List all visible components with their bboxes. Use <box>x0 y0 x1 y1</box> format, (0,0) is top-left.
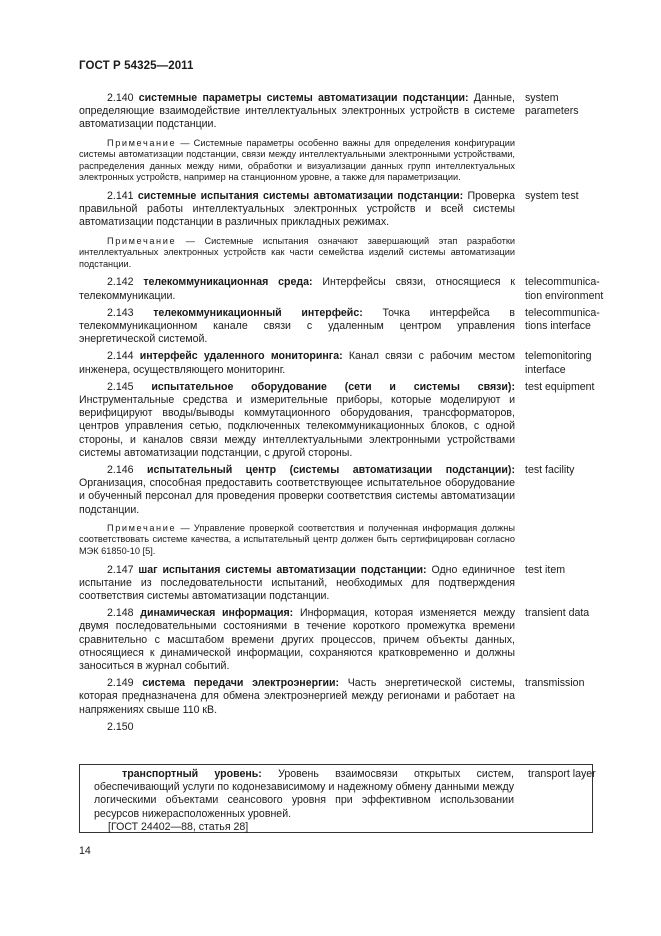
entry-text <box>79 307 515 347</box>
term-entry-2-141 <box>79 189 579 270</box>
note-text: — Управление проверкой соответствия и полученная информация должны соответствовать системе качества, а испытательный центр должен быть сертифицирован согласно МЭК 61850-10 [5]. <box>79 522 515 557</box>
english-equivalent: system parameters <box>525 92 579 118</box>
entry-term: испытательное оборудование (сети и системы связи): <box>151 380 515 393</box>
english-equivalent: telemonitoring interface <box>525 350 592 376</box>
boxed-entry-body <box>94 768 514 834</box>
note-label: Примечание <box>107 235 177 246</box>
entry-definition: Часть энергетической системы, которая предназначена для обмена электроэнергией между регионами и работает на напряжениях свыше 110 кВ. <box>79 677 515 716</box>
note-label: Примечание <box>107 137 177 148</box>
term-entry-2-143 <box>79 306 600 347</box>
entry-text <box>79 464 515 517</box>
entry-text <box>79 190 515 230</box>
entry-text <box>79 350 515 376</box>
entry-number: 2.146 <box>107 464 134 477</box>
entry-text <box>94 768 514 821</box>
entry-number: 2.144 <box>107 350 134 363</box>
english-equivalent: transmission <box>525 677 585 690</box>
entry-number: 2.142 <box>107 276 134 289</box>
entry-definition: Данные, определяющие взаимодействие интеллектуальных электронных устройств в системе автоматизации подстанции. <box>79 92 515 131</box>
entry-term: транспортный уровень: <box>122 768 262 780</box>
entry-note <box>79 138 515 184</box>
boxed-term-entry-2-150 <box>79 764 596 833</box>
entry-definition: Одно единичное испытание из последовательности испытаний, необходимых для подтверждения соответствия системы автоматизации подстанции. <box>79 563 515 603</box>
term-entry-2-145 <box>79 380 595 460</box>
entry-note <box>79 236 515 271</box>
entry-definition: Организация, способная предоставить соответствующее испытательное оборудование и обученный персонал для проведения проверки соответствия системы автоматизации подстанции. <box>79 477 515 516</box>
entry-definition: Точка интерфейса в телекоммуникационном канале связи с удаленным центром управления энергетической системой. <box>79 306 515 346</box>
term-entry-2-140 <box>79 92 579 184</box>
terms-list <box>79 92 604 736</box>
entry-definition: Инструментальные средства и измерительные приборы, которые моделируют и верифицируют вводы/выводы коммутационного оборудования, трансформаторов, центров управления сетью, подключенных телекоммуникационных блоков, с одной стороны, и каналов связи между интеллектуальными электронными устройствами системы автоматизации подстанции, с другой стороны. <box>79 394 515 459</box>
entry-term: телекоммуникационная среда: <box>143 276 313 289</box>
entry-definition: Уровень взаимосвязи открытых систем, обеспечивающий услуги по кодонезависимому и надежному обмену данными между логическими объектами сеансового уровня при эффективном использовании ресурсов нижерасположенных уровней. <box>94 768 514 820</box>
page-number: 14 <box>79 845 91 857</box>
entry-text <box>79 677 515 717</box>
entry-term: телекоммуникационный интерфейс: <box>153 306 363 319</box>
entry-text <box>79 92 515 132</box>
entry-number: 2.140 <box>107 92 134 104</box>
english-equivalent: test item <box>525 563 566 576</box>
entry-text <box>79 381 515 460</box>
english-equivalent: transient data <box>525 607 590 620</box>
entry-term: системные испытания системы автоматизации подстанции: <box>137 189 464 202</box>
term-entry-2-148 <box>79 607 590 673</box>
entry-text <box>79 276 515 302</box>
entry-source: [ГОСТ 24402—88, статья 28] <box>108 820 249 833</box>
term-entry-2-142 <box>79 276 604 302</box>
entry-term: системные параметры системы автоматизации подстанции: <box>138 92 469 104</box>
entry-number: 2.145 <box>107 380 134 393</box>
entry-number: 2.147 <box>107 563 134 576</box>
term-entry-2-147 <box>79 563 566 604</box>
entry-term: испытательный центр (системы автоматизации подстанции): <box>147 464 515 477</box>
note-label: Примечание <box>107 522 177 533</box>
entry-text <box>79 564 515 604</box>
entry-term: шаг испытания системы автоматизации подстанции: <box>138 563 427 576</box>
entry-number: 2.148 <box>107 607 134 620</box>
entry-term: система передачи электроэнергии: <box>142 677 340 690</box>
term-entry-2-149 <box>79 677 585 717</box>
entry-number: 2.143 <box>107 306 134 319</box>
english-equivalent: system test <box>525 189 579 202</box>
document-header: ГОСТ Р 54325—2011 <box>79 60 194 72</box>
entry-note <box>79 523 515 558</box>
entry-text <box>79 607 515 673</box>
english-equivalent: test equipment <box>525 380 595 393</box>
entry-term: интерфейс удаленного мониторинга: <box>139 350 343 363</box>
entry-definition: Проверка правильной работы интеллектуальных электронных устройств и всей системы автоматизации подстанции в различных прикладных режимах. <box>79 189 515 229</box>
english-equivalent: telecommunica- tions interface <box>525 306 600 332</box>
entry-definition: Канал связи с рабочим местом инженера, осуществляющего мониторинг. <box>79 350 516 376</box>
english-equivalent: telecommunica- tion environment <box>525 276 604 302</box>
entry-number-2-150: 2.150 <box>107 720 134 733</box>
english-equivalent: transport layer <box>528 768 596 780</box>
entry-term: динамическая информация: <box>140 607 294 620</box>
entry-definition: Интерфейсы связи, относящиеся к телекоммуникации. <box>79 276 515 302</box>
term-entry-2-146 <box>79 464 575 558</box>
entry-number: 2.149 <box>107 677 134 690</box>
entry-definition: Информация, которая изменяется между двумя последовательными состояниями в течение короткого промежутка времени сравнительно с масштабом времени других процессов, причем объекты данных, относящиеся к динамической информации, сохраняются кратковременно и должны заноситься в журнал событий. <box>79 607 516 673</box>
note-text: — Системные параметры особенно важны для определения конфигурации системы автоматизации подстанции, связи между интеллектуальными электронными устройствами, распределения данных между ними, обработки и визуализации данных групп интеллектуальных электронных устройств, например на станционном уровне, а также для параметризации. <box>79 137 515 183</box>
note-text: — Системные испытания означают завершающий этап разработки интеллектуальных электронных устройств как части семейства изделий системы автоматизации подстанции. <box>79 235 515 269</box>
english-equivalent: test facility <box>525 464 575 477</box>
term-entry-2-144 <box>79 350 592 376</box>
entry-number: 2.141 <box>107 189 134 202</box>
